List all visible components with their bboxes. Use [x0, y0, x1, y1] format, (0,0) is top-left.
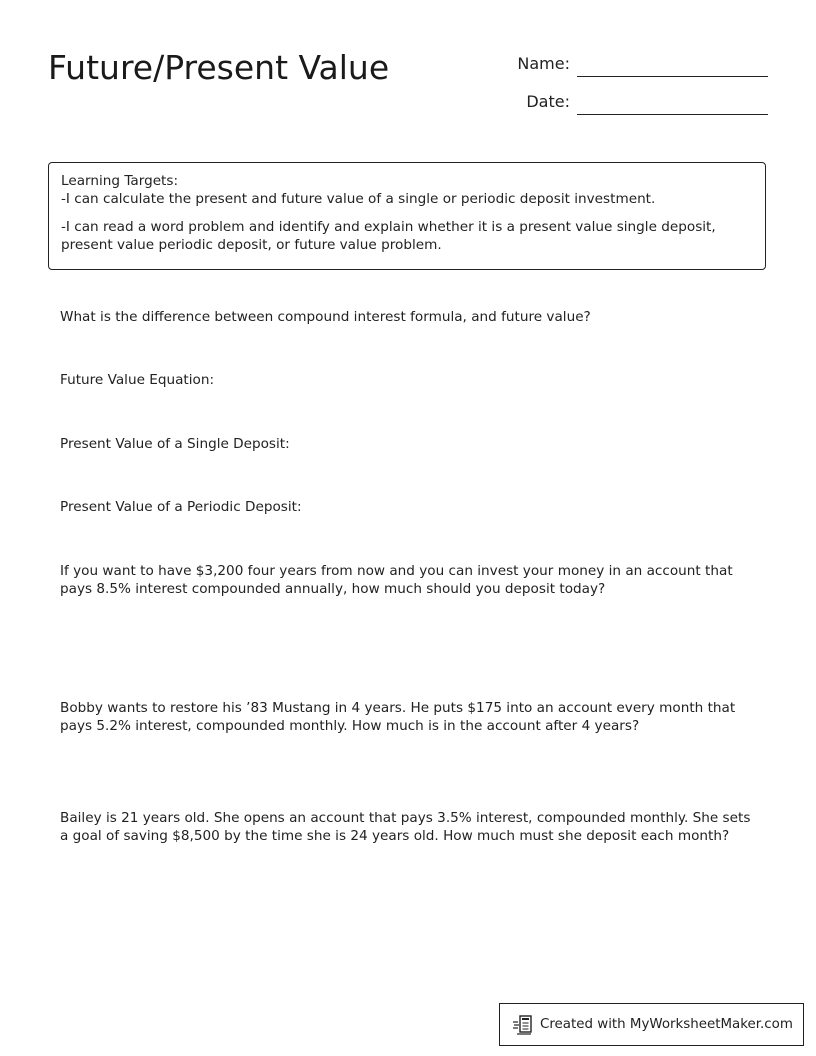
learning-targets-heading: Learning Targets:	[61, 173, 179, 189]
learning-target-1: -I can calculate the present and future value of a single or periodic deposit investment.	[61, 191, 656, 207]
question-6: Bobby wants to restore his ’83 Mustang in 4 years. He puts $175 into an account every month that pays 5.2% interest, compounded monthly. How much is in the account after 4 years?	[60, 700, 736, 734]
question-2: Future Value Equation:	[60, 372, 215, 388]
name-line[interactable]	[577, 76, 768, 77]
footer-text: Created with MyWorksheetMaker.com	[540, 1017, 793, 1032]
page-title: Future/Present Value	[48, 48, 390, 87]
worksheet-maker-logo-icon	[512, 1014, 534, 1036]
date-label: Date:	[526, 92, 570, 111]
learning-target-2: -I can read a word problem and identify and explain whether it is a present value single deposit, present value periodic deposit, or future value problem.	[61, 219, 716, 253]
question-3: Present Value of a Single Deposit:	[60, 436, 290, 452]
footer-credit[interactable]	[499, 1003, 804, 1046]
question-5: If you want to have $3,200 four years from now and you can invest your money in an account that pays 8.5% interest compounded annually, how much should you deposit today?	[60, 563, 733, 597]
date-line[interactable]	[577, 114, 768, 115]
learning-targets-box	[48, 162, 766, 270]
question-4: Present Value of a Periodic Deposit:	[60, 499, 302, 515]
name-label: Name:	[517, 54, 570, 73]
question-7: Bailey is 21 years old. She opens an account that pays 3.5% interest, compounded monthly. She sets a goal of saving $8,500 by the time she is 24 years old. How much must she deposit each month?	[60, 810, 751, 844]
question-1: What is the difference between compound interest formula, and future value?	[60, 309, 591, 325]
